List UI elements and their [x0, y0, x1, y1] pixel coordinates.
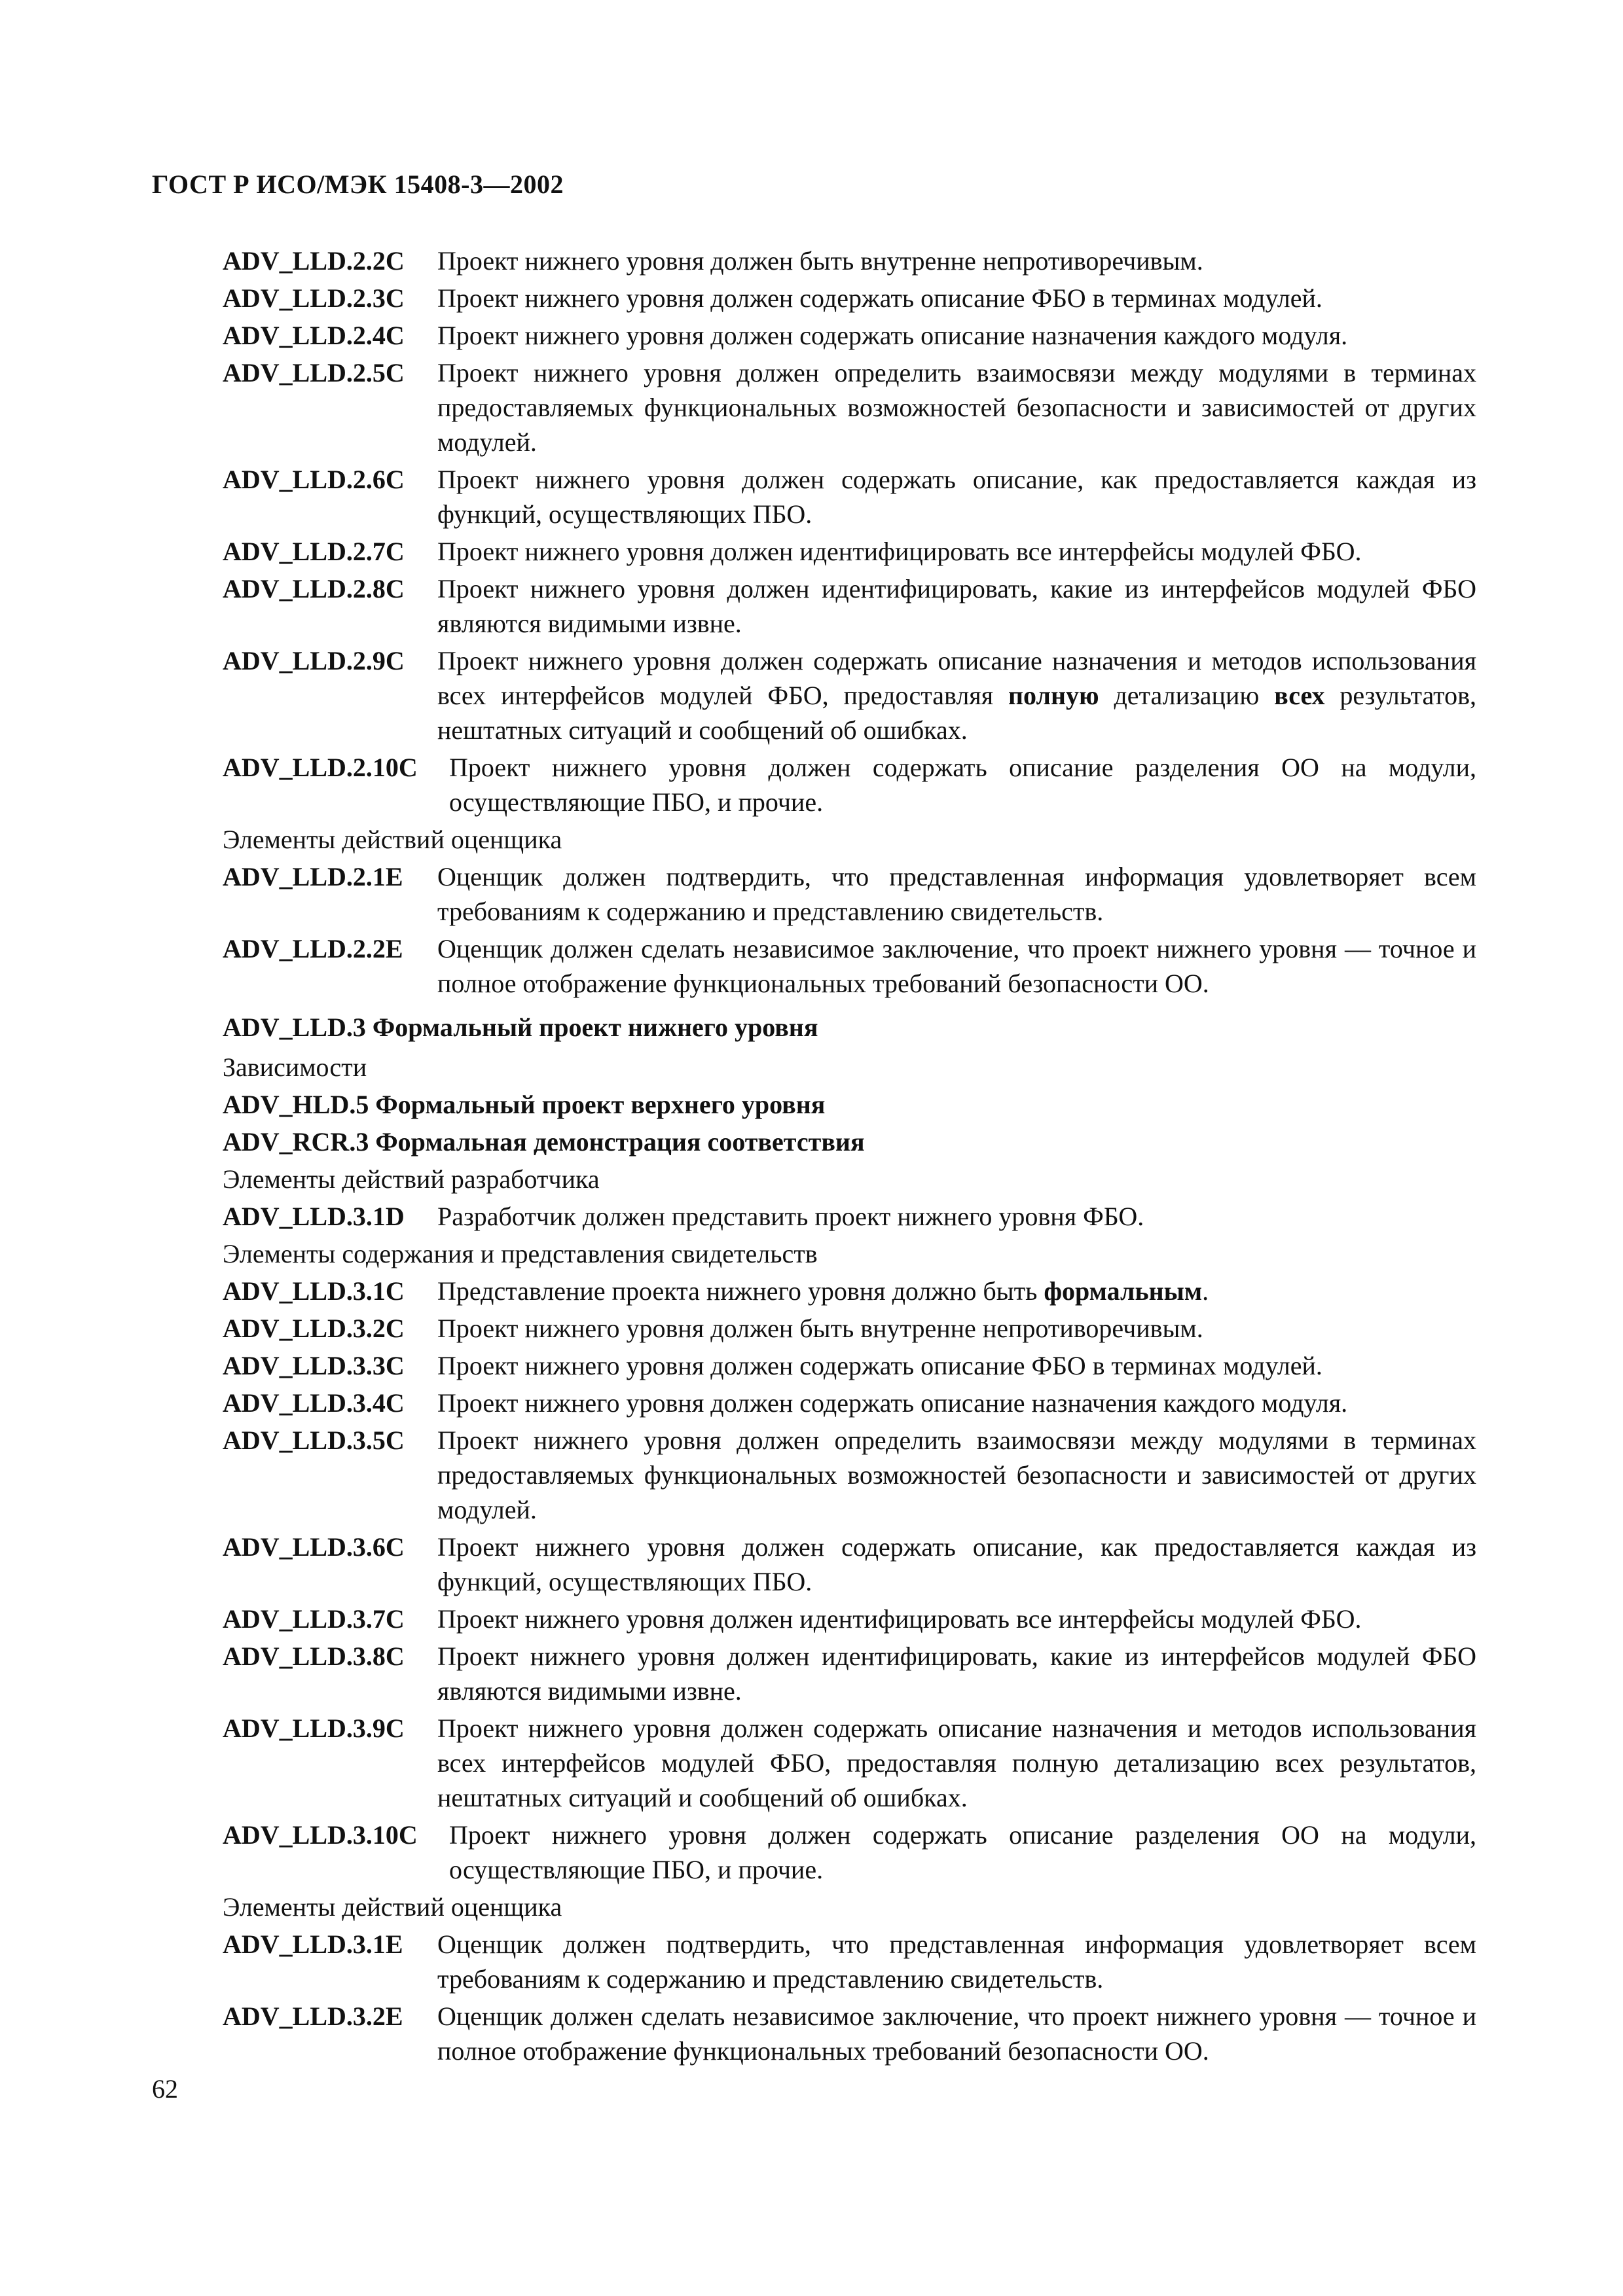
requirement-text [431, 643, 1476, 747]
requirement-adv-lld-3-5c [223, 1423, 1476, 1527]
emphasis-text: формальным [1044, 1276, 1203, 1306]
requirement-text: Проект нижнего уровня должен содержать описание назначения каждого модуля. [437, 1388, 1348, 1418]
requirement-adv-lld-2-10c [223, 750, 1476, 819]
evaluator-elements-label: Элементы действий оценщика [223, 1892, 562, 1922]
requirement-code: ADV_LLD.2.2E [223, 934, 403, 963]
requirement-text: Проект нижнего уровня должен идентифицировать все интерфейсы модулей ФБО. [437, 1604, 1362, 1634]
page-number: 62 [152, 2074, 178, 2104]
requirement-code: ADV_LLD.3.10C [223, 1820, 418, 1850]
text-run: Проект нижнего уровня должен содержать описание назначения и методов использования всех интерфейсов модулей ФБО, предоставляя [437, 646, 1476, 710]
requirement-code: ADV_LLD.2.3C [223, 283, 405, 313]
requirement-code: ADV_LLD.2.8C [223, 574, 405, 603]
requirement-code: ADV_LLD.2.9C [223, 646, 405, 675]
requirement-text: Проект нижнего уровня должен быть внутренне непротиворечивым. [437, 246, 1203, 276]
requirement-adv-lld-2-5c [223, 355, 1476, 459]
dependency-item: ADV_HLD.5 Формальный проект верхнего уровня [223, 1090, 826, 1119]
requirement-adv-lld-3-7c [223, 1602, 1476, 1636]
dependency-item: ADV_RCR.3 Формальная демонстрация соответствия [223, 1127, 865, 1157]
requirement-adv-lld-3-2c [223, 1311, 1476, 1346]
requirement-code: ADV_LLD.3.6C [223, 1532, 405, 1562]
requirement-adv-lld-2-2c [223, 243, 1476, 278]
requirement-text: Проект нижнего уровня должен содержать описание разделения ОО на модули, осуществляющие ПБО, и прочие. [449, 753, 1476, 817]
requirement-adv-lld-2-4c [223, 318, 1476, 353]
requirement-code: ADV_LLD.3.7C [223, 1604, 405, 1634]
requirement-adv-lld-2-8c [223, 571, 1476, 641]
requirement-code: ADV_LLD.3.2C [223, 1314, 405, 1343]
requirement-adv-lld-3-8c [223, 1639, 1476, 1708]
requirement-text: Оценщик должен подтвердить, что представленная информация удовлетворяет всем требованиям к содержанию и представлению свидетельств. [437, 862, 1476, 926]
requirement-text: Проект нижнего уровня должен содержать описание, как предоставляется каждая из функций, осуществляющих ПБО. [437, 465, 1476, 529]
document-body [223, 243, 1476, 2071]
requirement-code: ADV_LLD.3.5C [223, 1426, 405, 1455]
requirement-code: ADV_LLD.2.10C [223, 753, 418, 782]
requirement-text: Проект нижнего уровня должен определить взаимосвязи между модулями в терминах предоставляемых функциональных возможностей безопасности и зависимостей от других модулей. [437, 358, 1476, 457]
requirement-text [431, 1274, 1476, 1308]
requirement-code: ADV_LLD.2.5C [223, 358, 405, 387]
requirement-code: ADV_LLD.3.4C [223, 1388, 405, 1418]
requirement-code: ADV_LLD.2.7C [223, 537, 405, 566]
requirement-adv-lld-2-1e [223, 859, 1476, 929]
emphasis-text: полную [1008, 681, 1099, 710]
requirement-code: ADV_LLD.2.6C [223, 465, 405, 494]
section-heading: ADV_LLD.3 Формальный проект нижнего уровня [223, 1013, 818, 1042]
requirement-adv-lld-3-1c [223, 1274, 1476, 1308]
content-elements-label: Элементы содержания и представления свидетельств [223, 1239, 818, 1268]
requirement-adv-lld-2-9c [223, 643, 1476, 747]
requirement-adv-lld-3-1d [223, 1199, 1476, 1234]
requirement-code: ADV_LLD.3.8C [223, 1641, 405, 1671]
requirement-code: ADV_LLD.3.1E [223, 1929, 403, 1959]
requirement-text: Проект нижнего уровня должен идентифицировать, какие из интерфейсов модулей ФБО являются видимыми извне. [437, 1641, 1476, 1706]
requirement-adv-lld-3-9c [223, 1711, 1476, 1815]
requirement-text: Разработчик должен представить проект нижнего уровня ФБО. [437, 1202, 1144, 1231]
text-run: результатов, нештатных ситуаций и сообщений об ошибках. [437, 681, 1476, 745]
requirement-text: Проект нижнего уровня должен содержать описание, как предоставляется каждая из функций, осуществляющих ПБО. [437, 1532, 1476, 1596]
requirement-code: ADV_LLD.2.4C [223, 321, 405, 350]
requirement-text: Проект нижнего уровня должен содержать описание назначения каждого модуля. [437, 321, 1348, 350]
requirement-code: ADV_LLD.2.2C [223, 246, 405, 276]
requirement-adv-lld-2-2e [223, 931, 1476, 1001]
evaluator-elements-label: Элементы действий оценщика [223, 825, 562, 854]
requirement-code: ADV_LLD.3.1C [223, 1276, 405, 1306]
page-header: ГОСТ Р ИСО/МЭК 15408-3—2002 [152, 170, 564, 199]
requirement-adv-lld-2-6c [223, 462, 1476, 531]
requirement-adv-lld-3-10c [223, 1818, 1476, 1887]
requirement-text: Проект нижнего уровня должен содержать описание разделения ОО на модули, осуществляющие ПБО, и прочие. [449, 1820, 1476, 1884]
requirement-text: Проект нижнего уровня должен содержать описание ФБО в терминах модулей. [437, 283, 1322, 313]
requirement-adv-lld-3-1e [223, 1927, 1476, 1996]
requirement-code: ADV_LLD.3.1D [223, 1202, 405, 1231]
text-run: . [1202, 1276, 1209, 1306]
requirement-adv-lld-3-6c [223, 1530, 1476, 1599]
requirement-text: Проект нижнего уровня должен быть внутренне непротиворечивым. [437, 1314, 1203, 1343]
requirement-text: Оценщик должен сделать независимое заключение, что проект нижнего уровня — точное и полное отображение функциональных требований безопасности ОО. [437, 2001, 1476, 2066]
requirement-text: Проект нижнего уровня должен идентифицировать все интерфейсы модулей ФБО. [437, 537, 1362, 566]
emphasis-text: всех [1274, 681, 1325, 710]
requirement-text: Оценщик должен подтвердить, что представленная информация удовлетворяет всем требованиям к содержанию и представлению свидетельств. [437, 1929, 1476, 1994]
requirement-text: Проект нижнего уровня должен идентифицировать, какие из интерфейсов модулей ФБО являются видимыми извне. [437, 574, 1476, 638]
text-run: детализацию [1099, 681, 1275, 710]
requirement-text: Проект нижнего уровня должен определить взаимосвязи между модулями в терминах предоставляемых функциональных возможностей безопасности и зависимостей от других модулей. [437, 1426, 1476, 1524]
requirement-code: ADV_LLD.3.9C [223, 1713, 405, 1743]
requirement-adv-lld-2-3c [223, 281, 1476, 315]
text-run: Представление проекта нижнего уровня должно быть [437, 1276, 1044, 1306]
requirement-code: ADV_LLD.3.2E [223, 2001, 403, 2031]
dependencies-label: Зависимости [223, 1052, 367, 1082]
requirement-adv-lld-3-3c [223, 1348, 1476, 1383]
requirement-adv-lld-3-4c [223, 1386, 1476, 1420]
requirement-text: Оценщик должен сделать независимое заключение, что проект нижнего уровня — точное и полное отображение функциональных требований безопасности ОО. [437, 934, 1476, 998]
requirement-code: ADV_LLD.2.1E [223, 862, 403, 891]
requirement-adv-lld-2-7c [223, 534, 1476, 569]
requirement-adv-lld-3-2e [223, 1999, 1476, 2068]
requirement-text: Проект нижнего уровня должен содержать описание ФБО в терминах модулей. [437, 1351, 1322, 1380]
developer-elements-label: Элементы действий разработчика [223, 1164, 600, 1194]
requirement-code: ADV_LLD.3.3C [223, 1351, 405, 1380]
requirement-text: Проект нижнего уровня должен содержать описание назначения и методов использования всех интерфейсов модулей ФБО, предоставляя полную детализацию всех результатов, нештатных ситуаций и сообщений об ошибках. [437, 1713, 1476, 1812]
